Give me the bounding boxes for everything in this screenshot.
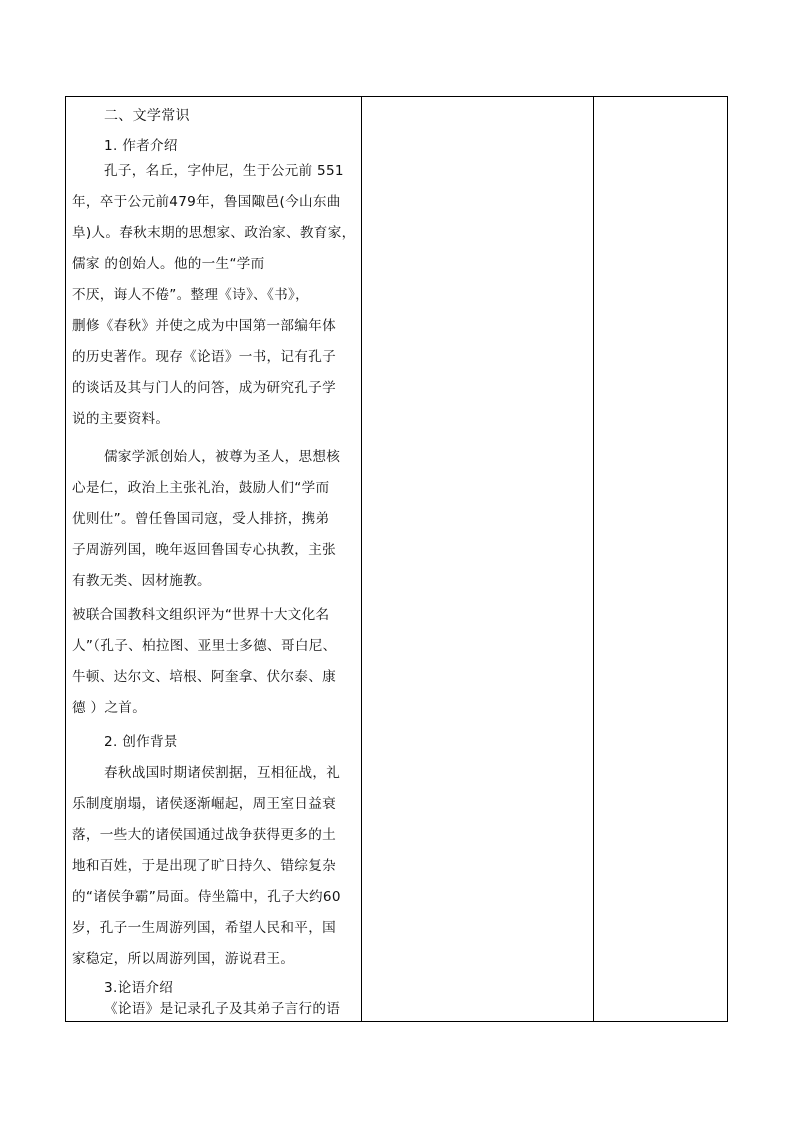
paragraph-line: 孔子，名丘，字仲尼，生于公元前 551	[104, 163, 344, 179]
paragraph-line: 子周游列国，晚年返回鲁国专心执教，主张	[72, 542, 336, 558]
paragraph-line: 优则仕”。曾任鲁国司寇，受人排挤，携弟	[72, 511, 330, 527]
paragraph-line: 德 ）之首。	[72, 700, 147, 716]
paragraph-line: 说的主要资料。	[72, 411, 170, 427]
paragraph-line: 儒家学派创始人，被尊为圣人，思想核	[104, 449, 341, 465]
content-cell	[66, 97, 362, 1021]
subheading-background: 2. 创作背景	[104, 734, 178, 750]
paragraph-line: 删修《春秋》并使之成为中国第一部编年体	[72, 318, 336, 334]
paragraph-line: 被联合国教科文组织评为“世界十大文化名	[72, 607, 330, 623]
paragraph-line: 的“诸侯争霸”局面。侍坐篇中，孔子大约60	[72, 889, 341, 905]
subheading-lunyu: 3.论语介绍	[104, 980, 174, 996]
paragraph-line: 地和百姓，于是出现了旷日持久、错综复杂	[72, 858, 336, 874]
paragraph-line: 乐制度崩塌，诸侯逐渐崛起，周王室日益衰	[72, 796, 336, 812]
paragraph-line: 有教无类、因材施教。	[72, 573, 211, 589]
paragraph-line: 的历史著作。现存《论语》一书，记有孔子	[72, 349, 336, 365]
paragraph-line: 家稳定，所以周游列国，游说君王。	[72, 951, 295, 967]
paragraph-line: 岁，孔子一生周游列国，希望人民和平，国	[72, 920, 336, 936]
paragraph-line: 牛顿、达尔文、培根、阿奎拿、伏尔泰、康	[72, 669, 336, 685]
subheading-author: 1. 作者介绍	[104, 138, 178, 154]
paragraph-line: 年，卒于公元前479年，鲁国陬邑(今山东曲	[72, 194, 341, 210]
paragraph-line: 不厌，诲人不倦”。整理《诗》、《书》，	[72, 287, 310, 303]
empty-cell-right	[594, 97, 727, 1021]
paragraph-line: 《论语》是记录孔子及其弟子言行的语	[104, 1001, 341, 1017]
paragraph-line: 的谈话及其与门人的问答，成为研究孔子学	[72, 380, 336, 396]
empty-cell-middle	[362, 97, 594, 1021]
lesson-table	[65, 96, 728, 1022]
paragraph-line: 阜)人。春秋末期的思想家、政治家、教育家，	[72, 225, 356, 241]
paragraph-line: 人”（孔子、柏拉图、亚里士多德、哥白尼、	[72, 638, 337, 654]
paragraph-line: 落，一些大的诸侯国通过战争获得更多的土	[72, 827, 336, 843]
paragraph-line: 儒家 的创始人。他的一生“学而	[72, 256, 265, 272]
paragraph-line: 春秋战国时期诸侯割据，互相征战，礼	[104, 765, 341, 781]
section-heading: 二、文学常识	[104, 108, 190, 124]
paragraph-line: 心是仁，政治上主张礼治，鼓励人们“学而	[72, 480, 330, 496]
